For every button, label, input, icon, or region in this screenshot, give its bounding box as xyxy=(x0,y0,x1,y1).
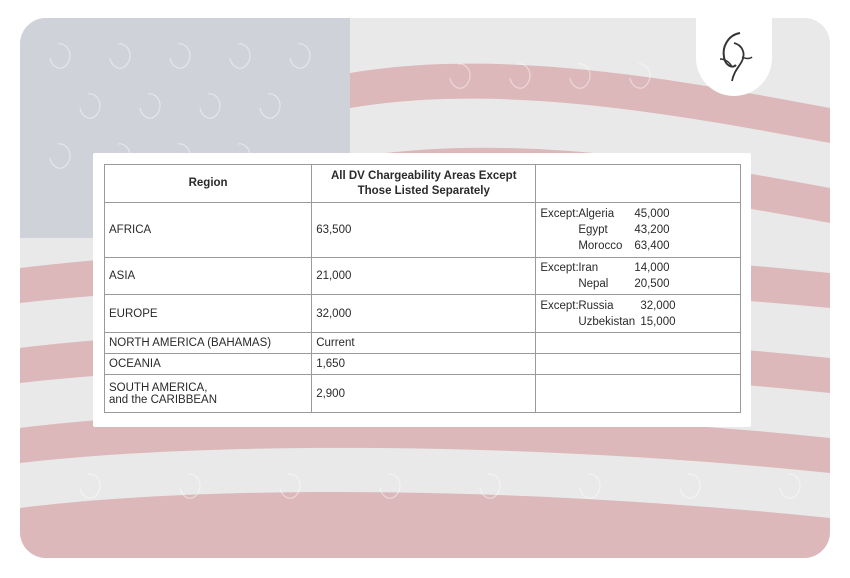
region-cell: OCEANIA xyxy=(105,354,312,375)
except-country: Morocco xyxy=(578,240,623,252)
table-row xyxy=(105,203,741,258)
exceptions-list xyxy=(540,206,736,254)
value-cell: 32,000 xyxy=(312,295,536,333)
except-value: 20,500 xyxy=(634,278,670,290)
table-header-row xyxy=(105,165,741,203)
region-line1: SOUTH AMERICA, xyxy=(109,381,208,394)
bird-quill-logo-icon xyxy=(712,29,756,85)
except-value: 14,000 xyxy=(634,262,670,274)
dv-chargeability-table xyxy=(104,164,741,413)
exceptions-cell xyxy=(536,333,741,354)
header-region: Region xyxy=(105,165,312,203)
table-row xyxy=(105,258,741,295)
except-prefix: Except: xyxy=(540,299,579,312)
exceptions-cell xyxy=(536,354,741,375)
table-row xyxy=(105,354,741,375)
header-areas xyxy=(312,165,536,203)
value-cell: 1,650 xyxy=(312,354,536,375)
region-line2: and the CARIBBEAN xyxy=(109,393,218,406)
except-value: 32,000 xyxy=(640,299,676,312)
except-prefix xyxy=(540,314,578,330)
region-cell: AFRICA xyxy=(105,203,312,258)
except-prefix: Except: xyxy=(540,208,579,220)
header-areas-line1: All DV Chargeability Areas Except xyxy=(330,169,517,182)
region-cell: NORTH AMERICA (BAHAMAS) xyxy=(105,333,312,354)
exceptions-cell xyxy=(536,295,741,333)
table-row xyxy=(105,295,741,333)
region-cell xyxy=(105,375,312,413)
region-cell: EUROPE xyxy=(105,295,312,333)
table-panel xyxy=(93,153,751,427)
value-cell: 2,900 xyxy=(312,375,536,413)
except-prefix xyxy=(540,276,578,292)
value-cell: Current xyxy=(312,333,536,354)
except-value: 43,200 xyxy=(634,224,670,236)
except-country: Egypt xyxy=(578,224,608,236)
except-prefix: Except: xyxy=(540,262,579,274)
table-row xyxy=(105,333,741,354)
except-value: 63,400 xyxy=(634,240,670,252)
except-country: Nepal xyxy=(578,278,609,290)
exceptions-list xyxy=(540,298,736,330)
exceptions-cell xyxy=(536,375,741,413)
value-cell: 21,000 xyxy=(312,258,536,295)
except-value: 45,000 xyxy=(634,208,670,220)
header-areas-line2: Those Listed Separately xyxy=(357,184,490,197)
table-row xyxy=(105,375,741,413)
except-country: Algeria xyxy=(578,208,615,220)
header-exceptions xyxy=(536,165,741,203)
value-cell: 63,500 xyxy=(312,203,536,258)
exceptions-list xyxy=(540,260,736,292)
except-country: Iran xyxy=(578,262,599,274)
except-value: 15,000 xyxy=(640,315,676,328)
region-cell: ASIA xyxy=(105,258,312,295)
exceptions-cell xyxy=(536,258,741,295)
exceptions-cell xyxy=(536,203,741,258)
except-country: Uzbekistan xyxy=(578,315,636,328)
logo-tab[interactable] xyxy=(696,18,772,96)
except-prefix xyxy=(540,238,578,254)
except-country: Russia xyxy=(578,299,614,312)
except-prefix xyxy=(540,222,578,238)
